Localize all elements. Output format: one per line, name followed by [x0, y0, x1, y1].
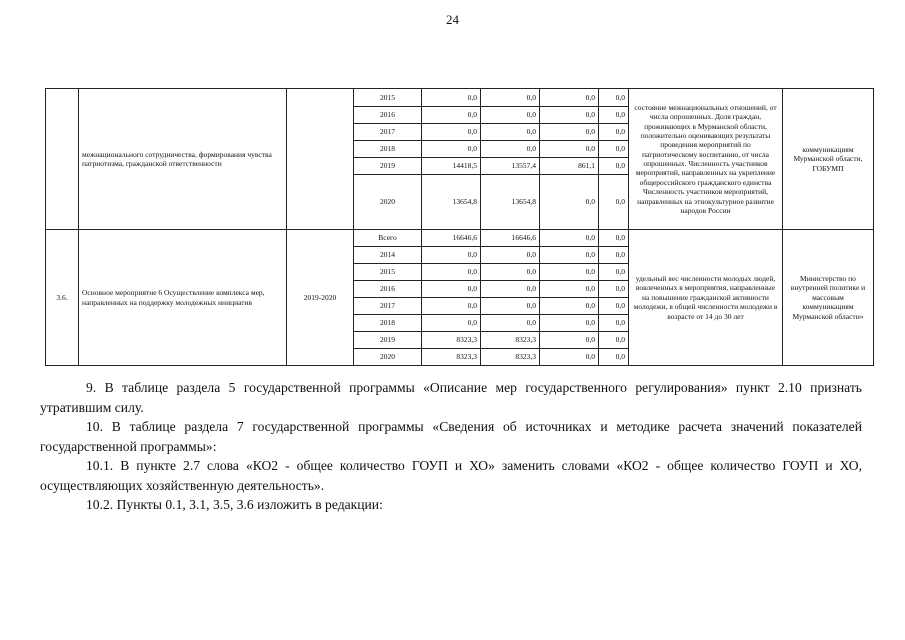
- other-sources-cell: 0,0: [599, 141, 629, 158]
- row-number-cell: [46, 89, 79, 230]
- total-value-cell: 0,0: [422, 124, 481, 141]
- federal-budget-cell: 0,0: [540, 107, 599, 124]
- other-sources-cell: 0,0: [599, 247, 629, 264]
- other-sources-cell: 0,0: [599, 349, 629, 366]
- federal-budget-cell: 0,0: [540, 175, 599, 230]
- indicator-cell: удельный вес численности молодых людей, вовлеченных в мероприятия, направленные на повышение гражданской активности молодежи, в общей численности молодежи в возрасте от 14 до 30 лет: [629, 230, 783, 366]
- federal-budget-cell: 0,0: [540, 141, 599, 158]
- federal-budget-cell: 0,0: [540, 124, 599, 141]
- total-value-cell: 0,0: [422, 107, 481, 124]
- total-value-cell: 14418,5: [422, 158, 481, 175]
- total-value-cell: 8323,3: [422, 332, 481, 349]
- page-number: 24: [446, 12, 459, 27]
- federal-budget-cell: 0,0: [540, 332, 599, 349]
- year-cell: 2018: [354, 141, 422, 158]
- regional-budget-cell: 0,0: [481, 141, 540, 158]
- table-row: [46, 230, 874, 247]
- year-cell: 2018: [354, 315, 422, 332]
- regional-budget-cell: 16646,6: [481, 230, 540, 247]
- year-cell: 2015: [354, 264, 422, 281]
- other-sources-cell: 0,0: [599, 315, 629, 332]
- federal-budget-cell: 0,0: [540, 298, 599, 315]
- year-cell: Всего: [354, 230, 422, 247]
- regional-budget-cell: 0,0: [481, 124, 540, 141]
- federal-budget-cell: 0,0: [540, 89, 599, 107]
- year-cell: 2019: [354, 332, 422, 349]
- period-cell: [287, 89, 354, 230]
- regional-budget-cell: 0,0: [481, 247, 540, 264]
- regional-budget-cell: 13557,4: [481, 158, 540, 175]
- row-number-cell: 3.6.: [46, 230, 79, 366]
- other-sources-cell: 0,0: [599, 124, 629, 141]
- federal-budget-cell: 0,0: [540, 315, 599, 332]
- program-measures-table: [45, 88, 874, 366]
- table-row: [46, 89, 874, 107]
- paragraph-9: 9. В таблице раздела 5 государственной программы «Описание мер государственного регулирования» пункт 2.10 признать утратившим силу.: [40, 380, 862, 415]
- other-sources-cell: 0,0: [599, 158, 629, 175]
- regional-budget-cell: 8323,3: [481, 332, 540, 349]
- regional-budget-cell: 0,0: [481, 281, 540, 298]
- other-sources-cell: 0,0: [599, 332, 629, 349]
- regional-budget-cell: 0,0: [481, 107, 540, 124]
- regional-budget-cell: 13654,8: [481, 175, 540, 230]
- total-value-cell: 8323,3: [422, 349, 481, 366]
- other-sources-cell: 0,0: [599, 298, 629, 315]
- year-cell: 2020: [354, 175, 422, 230]
- total-value-cell: 0,0: [422, 298, 481, 315]
- regional-budget-cell: 0,0: [481, 89, 540, 107]
- other-sources-cell: 0,0: [599, 175, 629, 230]
- total-value-cell: 16646,6: [422, 230, 481, 247]
- regional-budget-cell: 0,0: [481, 298, 540, 315]
- other-sources-cell: 0,0: [599, 107, 629, 124]
- year-cell: 2017: [354, 124, 422, 141]
- year-cell: 2017: [354, 298, 422, 315]
- year-cell: 2020: [354, 349, 422, 366]
- total-value-cell: 0,0: [422, 315, 481, 332]
- year-cell: 2016: [354, 107, 422, 124]
- total-value-cell: 0,0: [422, 264, 481, 281]
- federal-budget-cell: 861,1: [540, 158, 599, 175]
- federal-budget-cell: 0,0: [540, 230, 599, 247]
- total-value-cell: 0,0: [422, 141, 481, 158]
- measure-name-cell: межнационального сотрудничества, формирования чувства патриотизма, гражданской ответственности: [79, 89, 287, 230]
- year-cell: 2015: [354, 89, 422, 107]
- year-cell: 2016: [354, 281, 422, 298]
- executor-cell: коммуникациям Мурманской области, ГОБУМП: [783, 89, 874, 230]
- other-sources-cell: 0,0: [599, 264, 629, 281]
- other-sources-cell: 0,0: [599, 230, 629, 247]
- year-cell: 2019: [354, 158, 422, 175]
- paragraph-10-1: 10.1. В пункте 2.7 слова «КО2 - общее количество ГОУП и ХО» заменить словами «КО2 - общее количество ГОУП и ХО, осуществляющих хозяйственную деятельность».: [40, 458, 862, 493]
- total-value-cell: 0,0: [422, 247, 481, 264]
- federal-budget-cell: 0,0: [540, 349, 599, 366]
- executor-cell: Министерство по внутренней политике и массовым коммуникациям Мурманской области»: [783, 230, 874, 366]
- period-cell: 2019-2020: [287, 230, 354, 366]
- paragraph-10-2: 10.2. Пункты 0.1, 3.1, 3.5, 3.6 изложить в редакции:: [86, 497, 383, 512]
- total-value-cell: 0,0: [422, 281, 481, 298]
- measure-name-cell: Основное мероприятие 6 Осуществление комплекса мер, направленных на поддержку молодежных инициатив: [79, 230, 287, 366]
- other-sources-cell: 0,0: [599, 281, 629, 298]
- regional-budget-cell: 0,0: [481, 264, 540, 281]
- total-value-cell: 13654,8: [422, 175, 481, 230]
- document-body: [40, 378, 862, 515]
- year-cell: 2014: [354, 247, 422, 264]
- indicator-cell: состояние межнациональных отношений, от числа опрошенных. Доля граждан, проживающих в Мурманской области, положительно оценивающих результаты проведения мероприятий по патриотическому воспитанию, от числа опрошенных. Численность участников мероприятий, направленных на укрепление общероссийского гражданского единства Численность участников мероприятий, направленных на этнокультурное развитие народов России: [629, 89, 783, 230]
- federal-budget-cell: 0,0: [540, 247, 599, 264]
- total-value-cell: 0,0: [422, 89, 481, 107]
- regional-budget-cell: 0,0: [481, 315, 540, 332]
- federal-budget-cell: 0,0: [540, 264, 599, 281]
- paragraph-10: 10. В таблице раздела 7 государственной программы «Сведения об источниках и методике расчета значений показателей государственной программы»:: [40, 419, 862, 454]
- federal-budget-cell: 0,0: [540, 281, 599, 298]
- regional-budget-cell: 8323,3: [481, 349, 540, 366]
- other-sources-cell: 0,0: [599, 89, 629, 107]
